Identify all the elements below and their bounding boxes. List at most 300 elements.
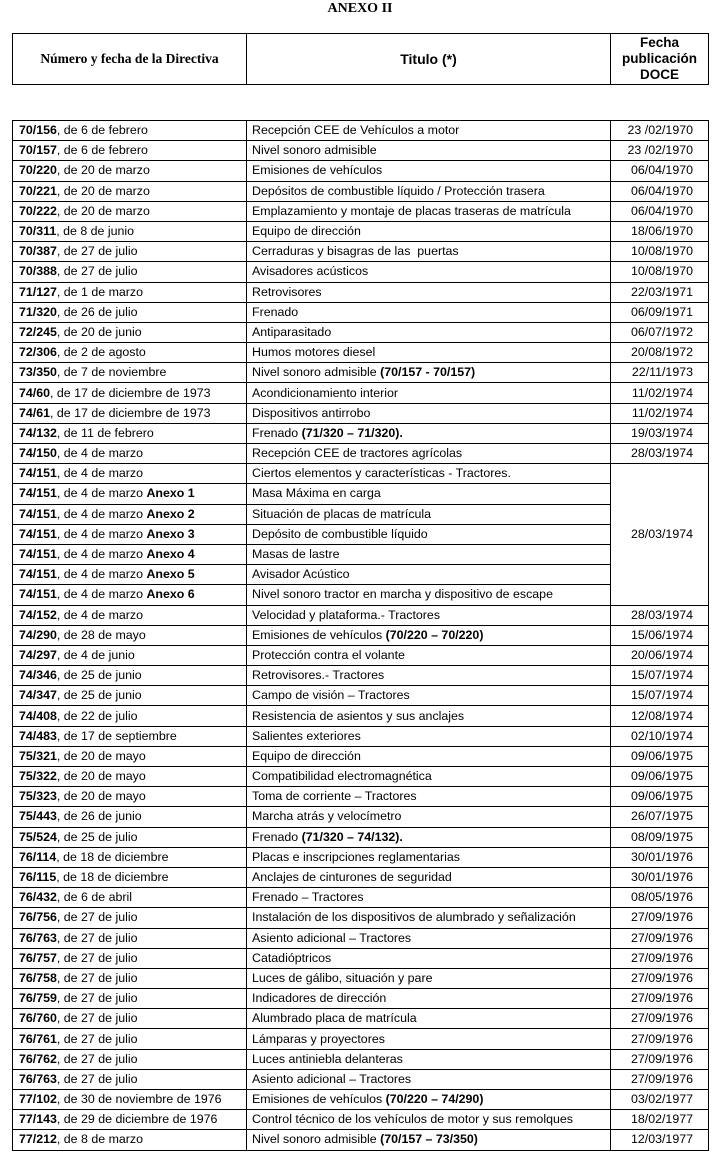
directive-annex: Anexo 2: [146, 506, 195, 521]
table-row: [13, 625, 709, 645]
directives-table: [12, 120, 709, 1151]
directive-date: , de 4 de marzo: [56, 567, 147, 582]
table-row: [13, 282, 709, 302]
table-row: [13, 1130, 709, 1150]
title-cell: [247, 1009, 611, 1029]
directive-number: 74/150: [19, 446, 57, 461]
column-header-fecha: [611, 34, 709, 85]
publication-date: 28/03/1974: [611, 464, 709, 605]
directive-date: , de 26 de julio: [56, 304, 138, 319]
directive-cell: [13, 827, 247, 847]
directive-number: 75/321: [19, 748, 57, 763]
directive-number: 70/221: [19, 183, 57, 198]
directive-title: Emplazamiento y montaje de placas traseras de matrícula: [252, 203, 571, 218]
directive-date: , de 8 de marzo: [56, 1132, 143, 1147]
directive-number: 77/143: [19, 1112, 57, 1127]
directive-title: Salientes exteriores: [252, 728, 361, 743]
table-row: [13, 706, 709, 726]
directive-reference: (71/320 – 71/320).: [301, 425, 403, 440]
directive-cell: [13, 948, 247, 968]
publication-date: 11/02/1974: [611, 383, 709, 403]
directive-number: 77/102: [19, 1092, 57, 1107]
directive-date: , de 1 de marzo: [56, 284, 143, 299]
title-cell: [247, 181, 611, 201]
title-cell: [247, 282, 611, 302]
directive-cell: [13, 181, 247, 201]
directive-title: Frenado: [252, 425, 302, 440]
directive-date: , de 6 de febrero: [56, 143, 148, 158]
directive-number: 70/387: [19, 244, 57, 259]
column-header-fecha-line3: DOCE: [639, 67, 679, 82]
title-cell: [247, 706, 611, 726]
directive-cell: [13, 403, 247, 423]
directive-number: 70/156: [19, 123, 57, 138]
title-cell: [247, 746, 611, 766]
publication-date: 15/06/1974: [611, 625, 709, 645]
directive-title: Emisiones de vehículos: [252, 1092, 386, 1107]
table-row: [13, 787, 709, 807]
publication-date: 26/07/1975: [611, 807, 709, 827]
title-cell: [247, 888, 611, 908]
directive-cell: [13, 544, 247, 564]
directive-date: , de 27 de julio: [56, 264, 138, 279]
directive-date: , de 25 de junio: [56, 668, 142, 683]
table-row: [13, 827, 709, 847]
publication-date: 28/03/1974: [611, 605, 709, 625]
table-row: [13, 262, 709, 282]
directive-title: Depósitos de combustible líquido / Protección trasera: [252, 183, 545, 198]
directive-number: 74/297: [19, 647, 57, 662]
directive-date: , de 27 de julio: [56, 950, 138, 965]
directive-title: Retrovisores: [252, 284, 322, 299]
directive-number: 74/408: [19, 708, 57, 723]
title-cell: [247, 1029, 611, 1049]
publication-date: 06/09/1971: [611, 302, 709, 322]
directive-date: , de 28 de mayo: [56, 627, 146, 642]
directive-title: Marcha atrás y velocímetro: [252, 809, 402, 824]
table-row: [13, 242, 709, 262]
directive-reference: (70/220 – 70/220): [385, 627, 484, 642]
directive-number: 76/760: [19, 1011, 57, 1026]
directive-annex: Anexo 6: [146, 587, 195, 602]
publication-date: 06/04/1970: [611, 201, 709, 221]
directive-number: 75/524: [19, 829, 57, 844]
directive-cell: [13, 605, 247, 625]
table-row: [13, 322, 709, 342]
directive-title: Recepción CEE de Vehículos a motor: [252, 123, 460, 138]
table-row: [13, 201, 709, 221]
directive-number: 76/763: [19, 1071, 57, 1086]
title-cell: [247, 504, 611, 524]
directive-date: , de 22 de julio: [56, 708, 138, 723]
title-cell: [247, 322, 611, 342]
directive-cell: [13, 1069, 247, 1089]
directive-cell: [13, 807, 247, 827]
title-cell: [247, 343, 611, 363]
publication-date: 20/08/1972: [611, 343, 709, 363]
publication-date: 19/03/1974: [611, 423, 709, 443]
table-row: [13, 504, 709, 524]
directive-number: 74/152: [19, 607, 57, 622]
directive-number: 74/483: [19, 728, 57, 743]
title-cell: [247, 686, 611, 706]
directive-reference: (70/157 - 70/157): [380, 365, 476, 380]
publication-date: 10/08/1970: [611, 262, 709, 282]
directive-title: Avisador Acústico: [252, 567, 350, 582]
title-cell: [247, 827, 611, 847]
directive-cell: [13, 787, 247, 807]
table-row: [13, 464, 709, 484]
directive-cell: [13, 968, 247, 988]
directive-cell: [13, 221, 247, 241]
directive-date: , de 4 de junio: [56, 647, 135, 662]
directive-title: Masa Máxima en carga: [252, 486, 381, 501]
title-cell: [247, 242, 611, 262]
title-cell: [247, 484, 611, 504]
publication-date: 15/07/1974: [611, 686, 709, 706]
title-cell: [247, 847, 611, 867]
publication-date: 27/09/1976: [611, 989, 709, 1009]
publication-date: 06/07/1972: [611, 322, 709, 342]
title-cell: [247, 908, 611, 928]
publication-date: 30/01/1976: [611, 847, 709, 867]
publication-date: 27/09/1976: [611, 1029, 709, 1049]
directive-cell: [13, 464, 247, 484]
title-cell: [247, 928, 611, 948]
directive-title: Control técnico de los vehículos de motor y sus remolques: [252, 1112, 573, 1127]
table-row: [13, 1069, 709, 1089]
table-row: [13, 1090, 709, 1110]
directive-title: Lámparas y proyectores: [252, 1031, 385, 1046]
column-header-directiva: Número y fecha de la Directiva: [13, 34, 247, 85]
directive-reference: (70/220 – 74/290): [385, 1092, 484, 1107]
title-cell: [247, 565, 611, 585]
directive-number: 71/320: [19, 304, 57, 319]
title-cell: [247, 363, 611, 383]
directive-number: 72/306: [19, 345, 57, 360]
directive-number: 74/151: [19, 567, 57, 582]
directive-number: 76/759: [19, 991, 57, 1006]
publication-date: 02/10/1974: [611, 726, 709, 746]
directive-number: 76/114: [19, 849, 57, 864]
table-row: [13, 726, 709, 746]
directive-number: 74/151: [19, 466, 57, 481]
directive-number: 76/432: [19, 890, 57, 905]
directive-title: Ciertos elementos y características - Tractores.: [252, 466, 511, 481]
column-header-titulo: Titulo (*): [247, 34, 611, 85]
directive-date: , de 6 de febrero: [56, 123, 148, 138]
table-row: [13, 1029, 709, 1049]
table-row: [13, 1009, 709, 1029]
table-row: [13, 444, 709, 464]
title-cell: [247, 221, 611, 241]
directive-annex: Anexo 4: [146, 547, 195, 562]
title-cell: [247, 605, 611, 625]
column-header-fecha-line1: Fecha: [639, 35, 680, 50]
title-cell: [247, 787, 611, 807]
directive-cell: [13, 363, 247, 383]
directive-title: Protección contra el volante: [252, 647, 405, 662]
title-cell: [247, 1130, 611, 1150]
publication-date: 09/06/1975: [611, 767, 709, 787]
directive-number: 75/323: [19, 789, 57, 804]
title-cell: [247, 403, 611, 423]
directive-number: 73/350: [19, 365, 57, 380]
directive-title: Situación de placas de matrícula: [252, 506, 432, 521]
publication-date: 27/09/1976: [611, 908, 709, 928]
directive-number: 76/758: [19, 970, 57, 985]
directive-number: 74/346: [19, 668, 57, 683]
directive-title: Dispositivos antirrobo: [252, 405, 371, 420]
directive-number: 70/220: [19, 163, 57, 178]
directive-cell: [13, 686, 247, 706]
directive-date: , de 18 de diciembre: [56, 849, 169, 864]
directive-number: 76/763: [19, 930, 57, 945]
directive-title: Nivel sonoro admisible: [252, 365, 381, 380]
directive-title: Toma de corriente – Tractores: [252, 789, 417, 804]
directive-date: , de 17 de diciembre de 1973: [50, 385, 211, 400]
table-row: [13, 666, 709, 686]
directive-cell: [13, 383, 247, 403]
directive-number: 74/60: [19, 385, 51, 400]
directive-title: Equipo de dirección: [252, 224, 361, 239]
title-cell: [247, 302, 611, 322]
title-cell: [247, 645, 611, 665]
directives-table-body: [13, 121, 709, 1151]
directive-date: , de 20 de junio: [56, 324, 142, 339]
table-row: [13, 383, 709, 403]
publication-date: 18/02/1977: [611, 1110, 709, 1130]
directive-date: , de 27 de julio: [56, 1011, 138, 1026]
directive-date: , de 20 de marzo: [56, 183, 150, 198]
publication-date: 23 /02/1970: [611, 121, 709, 141]
directive-date: , de 8 de junio: [56, 224, 135, 239]
page-heading: ANEXO II: [327, 1, 393, 16]
directive-date: , de 27 de julio: [56, 930, 138, 945]
title-cell: [247, 968, 611, 988]
directive-number: 74/151: [19, 587, 57, 602]
directive-cell: [13, 847, 247, 867]
publication-date: 09/06/1975: [611, 787, 709, 807]
title-cell: [247, 464, 611, 484]
table-row: [13, 585, 709, 605]
directive-title: Luces antiniebla delanteras: [252, 1051, 403, 1066]
publication-date: 22/11/1973: [611, 363, 709, 383]
table-row: [13, 807, 709, 827]
directive-cell: [13, 888, 247, 908]
directive-number: 74/290: [19, 627, 57, 642]
directive-number: 70/311: [19, 224, 57, 239]
publication-date: 11/02/1974: [611, 403, 709, 423]
directive-date: , de 4 de marzo: [56, 486, 147, 501]
table-row: [13, 121, 709, 141]
publication-date: 18/06/1970: [611, 221, 709, 241]
title-cell: [247, 544, 611, 564]
directive-number: 76/761: [19, 1031, 57, 1046]
publication-date: 12/08/1974: [611, 706, 709, 726]
directive-number: 74/151: [19, 486, 57, 501]
directive-title: Anclajes de cinturones de seguridad: [252, 870, 452, 885]
directive-cell: [13, 565, 247, 585]
directive-title: Catadióptricos: [252, 950, 332, 965]
directive-number: 74/151: [19, 526, 57, 541]
table-row: [13, 888, 709, 908]
table-row: [13, 302, 709, 322]
table-row: [13, 221, 709, 241]
publication-date: 15/07/1974: [611, 666, 709, 686]
publication-date: 20/06/1974: [611, 645, 709, 665]
directive-date: , de 2 de agosto: [56, 345, 146, 360]
publication-date: 12/03/1977: [611, 1130, 709, 1150]
title-cell: [247, 625, 611, 645]
directive-cell: [13, 201, 247, 221]
table-row: [13, 181, 709, 201]
directive-title: Cerraduras y bisagras de las puertas: [252, 244, 459, 259]
directive-title: Antiparasitado: [252, 324, 332, 339]
publication-date: 28/03/1974: [611, 444, 709, 464]
table-row: [13, 948, 709, 968]
directive-cell: [13, 1049, 247, 1069]
directive-annex: Anexo 1: [146, 486, 195, 501]
directive-reference: (70/157 – 73/350): [380, 1132, 478, 1147]
directive-date: , de 20 de mayo: [56, 748, 146, 763]
table-row: [13, 524, 709, 544]
directive-title: Retrovisores.- Tractores: [252, 668, 385, 683]
directive-date: , de 4 de marzo: [56, 587, 147, 602]
directive-date: , de 4 de marzo: [56, 506, 147, 521]
directive-number: 76/757: [19, 950, 57, 965]
directive-title: Masas de lastre: [252, 547, 340, 562]
publication-date: 08/05/1976: [611, 888, 709, 908]
directive-date: , de 17 de septiembre: [56, 728, 177, 743]
directive-date: , de 27 de julio: [56, 244, 138, 259]
table-row: [13, 767, 709, 787]
directive-title: Frenado – Tractores: [252, 890, 364, 905]
table-row: [13, 928, 709, 948]
directive-date: , de 4 de marzo: [56, 526, 147, 541]
directive-cell: [13, 423, 247, 443]
directive-cell: [13, 1130, 247, 1150]
table-row: [13, 403, 709, 423]
directive-number: 74/347: [19, 688, 57, 703]
directive-cell: [13, 322, 247, 342]
directive-title: Avisadores acústicos: [252, 264, 369, 279]
directive-cell: [13, 302, 247, 322]
table-row: [13, 867, 709, 887]
directive-cell: [13, 726, 247, 746]
directive-cell: [13, 343, 247, 363]
title-cell: [247, 585, 611, 605]
publication-date: 30/01/1976: [611, 867, 709, 887]
title-cell: [247, 141, 611, 161]
directive-cell: [13, 121, 247, 141]
table-row: [13, 484, 709, 504]
table-row: [13, 989, 709, 1009]
directive-cell: [13, 585, 247, 605]
column-header-fecha-line2: publicación: [621, 51, 697, 66]
directive-cell: [13, 484, 247, 504]
directive-cell: [13, 706, 247, 726]
table-row: [13, 161, 709, 181]
title-cell: [247, 767, 611, 787]
directive-cell: [13, 1009, 247, 1029]
directive-number: 74/151: [19, 547, 57, 562]
directive-date: , de 4 de marzo: [56, 466, 143, 481]
directive-title: Nivel sonoro tractor en marcha y dispositivo de escape: [252, 587, 553, 602]
publication-date: 27/09/1976: [611, 1069, 709, 1089]
table-row: [13, 605, 709, 625]
directive-title: Asiento adicional – Tractores: [252, 930, 412, 945]
directive-cell: [13, 504, 247, 524]
directive-title: Campo de visión – Tractores: [252, 688, 410, 703]
publication-date: 23 /02/1970: [611, 141, 709, 161]
directive-cell: [13, 746, 247, 766]
title-cell: [247, 444, 611, 464]
directive-cell: [13, 242, 247, 262]
directive-title: Depósito de combustible líquido: [252, 526, 428, 541]
directive-number: 76/756: [19, 910, 57, 925]
directive-date: , de 27 de julio: [56, 910, 138, 925]
directive-title: Emisiones de vehículos: [252, 163, 383, 178]
table-row: [13, 847, 709, 867]
table-row: [13, 544, 709, 564]
directive-number: 72/245: [19, 324, 57, 339]
directive-cell: [13, 625, 247, 645]
directive-cell: [13, 1029, 247, 1049]
directive-number: 74/132: [19, 425, 57, 440]
title-cell: [247, 423, 611, 443]
directive-title: Frenado: [252, 829, 302, 844]
directive-cell: [13, 524, 247, 544]
directive-number: 74/151: [19, 506, 57, 521]
title-cell: [247, 1069, 611, 1089]
directive-date: , de 4 de marzo: [56, 547, 147, 562]
title-cell: [247, 524, 611, 544]
directive-number: 70/222: [19, 203, 57, 218]
title-cell: [247, 666, 611, 686]
table-row: [13, 141, 709, 161]
directive-title: Instalación de los dispositivos de alumbrado y señalización: [252, 910, 576, 925]
directive-cell: [13, 1090, 247, 1110]
directive-annex: Anexo 3: [146, 526, 195, 541]
publication-date: 06/04/1970: [611, 181, 709, 201]
directive-title: Frenado: [252, 304, 299, 319]
directive-number: 76/115: [19, 870, 57, 885]
directive-date: , de 20 de mayo: [56, 769, 146, 784]
directive-date: , de 26 de junio: [56, 809, 142, 824]
directive-number: 71/127: [19, 284, 57, 299]
title-cell: [247, 726, 611, 746]
title-cell: [247, 807, 611, 827]
table-row: [13, 645, 709, 665]
directive-title: Velocidad y plataforma.- Tractores: [252, 607, 441, 622]
directive-date: , de 11 de febrero: [56, 425, 154, 440]
header-table: [12, 33, 709, 85]
table-row: [13, 908, 709, 928]
directive-cell: [13, 666, 247, 686]
directive-date: , de 27 de julio: [56, 1071, 138, 1086]
directive-date: , de 30 de noviembre de 1976: [56, 1092, 222, 1107]
table-row: [13, 1110, 709, 1130]
directive-cell: [13, 141, 247, 161]
directive-cell: [13, 767, 247, 787]
directive-title: Alumbrado placa de matrícula: [252, 1011, 417, 1026]
table-row: [13, 565, 709, 585]
directive-cell: [13, 1110, 247, 1130]
table-row: [13, 423, 709, 443]
publication-date: 08/09/1975: [611, 827, 709, 847]
directive-date: , de 25 de junio: [56, 688, 142, 703]
